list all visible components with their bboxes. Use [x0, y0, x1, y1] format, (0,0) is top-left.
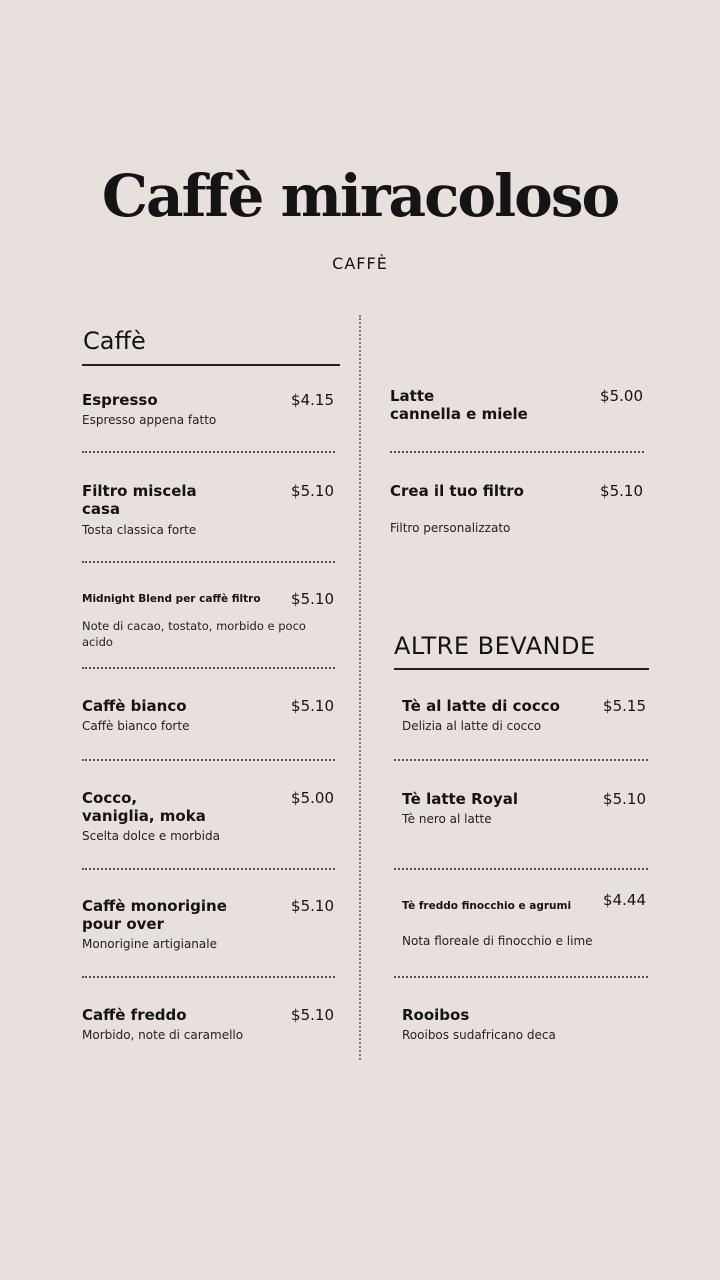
item-price: $5.15 [603, 697, 646, 715]
item-name: Filtro miscela casa [82, 482, 197, 518]
item-name: Midnight Blend per caffè filtro [82, 593, 261, 605]
item-description: Morbido, note di caramello [82, 1028, 244, 1042]
item-name: Cocco, vaniglia, moka [82, 789, 206, 825]
item-price: $5.00 [291, 789, 334, 807]
menu-title: Caffè miracoloso [101, 162, 619, 230]
item-description: Rooibos sudafricano deca [402, 1028, 556, 1042]
section-underline [394, 668, 649, 670]
item-price: $4.15 [291, 391, 334, 409]
item-price: $5.10 [600, 482, 643, 500]
item-description: Espresso appena fatto [82, 413, 217, 427]
item-name: Tè freddo finocchio e agrumi [402, 900, 572, 912]
item-price: $5.00 [600, 387, 643, 405]
menu-item-caffe-bianco [82, 697, 334, 734]
item-description: Tè nero al latte [402, 812, 492, 826]
item-name: Espresso [82, 391, 158, 409]
item-description: Scelta dolce e morbida [82, 829, 220, 843]
item-price: $4.44 [603, 891, 646, 909]
item-price: $5.10 [291, 482, 334, 500]
section-title-altre-bevande: ALTRE BEVANDE [394, 632, 596, 660]
item-price: $5.10 [291, 1006, 334, 1024]
item-name: Tè al latte di cocco [402, 697, 560, 715]
item-name: Crea il tuo filtro [390, 482, 524, 500]
menu-item-espresso [82, 391, 334, 428]
item-separator [82, 561, 335, 563]
item-separator [82, 451, 335, 453]
item-price: $5.10 [291, 697, 334, 715]
section-underline [82, 364, 340, 366]
item-separator [394, 868, 648, 870]
item-separator [82, 868, 335, 870]
menu-item-crea-filtro [390, 482, 643, 536]
item-description: Note di cacao, tostato, morbido e poco acido [82, 619, 306, 649]
item-description: Nota floreale di finocchio e lime [402, 934, 593, 948]
section-title-caffe: Caffè [83, 327, 146, 355]
menu-item-te-cocco [402, 697, 646, 734]
item-separator [82, 759, 335, 761]
item-separator [390, 451, 644, 453]
item-name: Rooibos [402, 1006, 470, 1024]
menu-item-cocco-vaniglia [82, 789, 334, 844]
item-description: Tosta classica forte [82, 523, 197, 537]
menu-item-latte [390, 387, 643, 423]
item-separator [394, 976, 648, 978]
item-separator [82, 667, 335, 669]
item-price: $5.10 [603, 790, 646, 808]
item-name: Tè latte Royal [402, 790, 518, 808]
item-name: Caffè freddo [82, 1006, 187, 1024]
column-divider [359, 315, 361, 1060]
menu-item-te-freddo [402, 891, 646, 949]
menu-item-rooibos [402, 1006, 646, 1043]
item-name: Caffè bianco [82, 697, 187, 715]
item-description: Caffè bianco forte [82, 719, 190, 733]
menu-item-monorigine [82, 897, 334, 952]
menu-item-midnight-blend [82, 590, 334, 650]
menu-item-caffe-freddo [82, 1006, 334, 1043]
item-name: Caffè monorigine pour over [82, 897, 227, 933]
item-price: $5.10 [291, 590, 334, 608]
item-name: Latte cannella e miele [390, 387, 528, 423]
item-description: Filtro personalizzato [390, 521, 511, 535]
menu-subtitle: CAFFÈ [332, 254, 388, 273]
menu-item-te-royal [402, 790, 646, 827]
item-separator [394, 759, 648, 761]
item-price: $5.10 [291, 897, 334, 915]
item-description: Delizia al latte di cocco [402, 719, 542, 733]
item-separator [82, 976, 335, 978]
menu-item-filtro-miscela [82, 482, 334, 538]
item-description: Monorigine artigianale [82, 937, 217, 951]
